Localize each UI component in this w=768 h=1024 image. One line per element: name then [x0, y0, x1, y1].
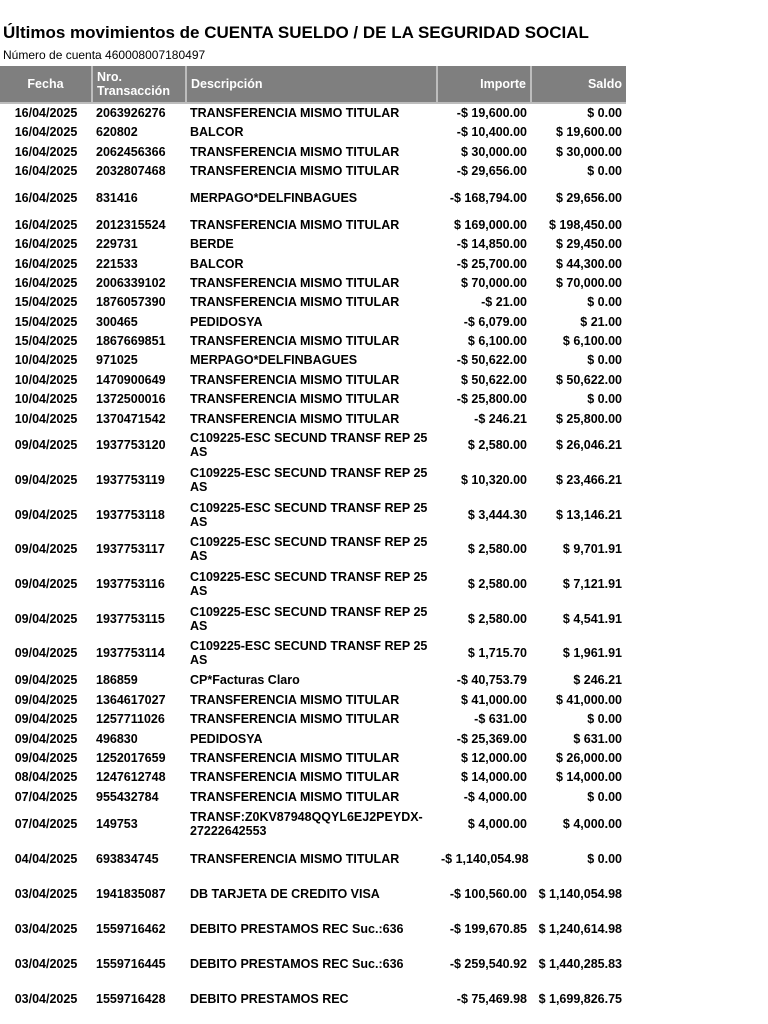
cell-description: C109225-ESC SECUND TRANSF REP 25 AS — [190, 639, 428, 667]
cell-balance: $ 1,440,285.83 — [538, 956, 622, 971]
table-row — [0, 497, 626, 532]
cell-date: 03/04/2025 — [14, 886, 78, 901]
cell-transaction-number: 1937753116 — [96, 576, 165, 591]
header-transaction-number — [92, 66, 186, 103]
cell-balance: $ 246.21 — [573, 673, 622, 687]
table-row — [0, 389, 626, 409]
table-body — [0, 103, 626, 1016]
cell-transaction-number: 2012315524 — [96, 217, 166, 232]
cell-balance: $ 4,541.91 — [562, 611, 622, 626]
cell-amount: $ 169,000.00 — [454, 217, 527, 232]
cell-description: TRANSFERENCIA MISMO TITULAR — [190, 411, 400, 426]
cell-description: DEBITO PRESTAMOS REC — [190, 991, 349, 1006]
cell-amount: $ 3,444.30 — [467, 507, 527, 522]
cell-balance: $ 631.00 — [573, 731, 622, 746]
cell-transaction-number: 1257711026 — [96, 712, 165, 726]
table-row — [0, 462, 626, 497]
cell-transaction-number: 149753 — [96, 816, 138, 831]
cell-transaction-number: 1937753119 — [96, 472, 165, 487]
cell-transaction-number: 1559716428 — [96, 991, 166, 1006]
movements-table — [0, 66, 626, 1016]
table-row — [0, 273, 626, 292]
cell-transaction-number: 1867669851 — [96, 333, 166, 348]
cell-amount: -$ 199,670.85 — [449, 921, 527, 936]
cell-amount: $ 41,000.00 — [460, 692, 527, 707]
cell-balance: $ 25,800.00 — [555, 411, 622, 426]
cell-date: 16/04/2025 — [14, 144, 78, 159]
cell-transaction-number: 1370471542 — [96, 411, 166, 426]
cell-date: 15/04/2025 — [14, 333, 78, 348]
cell-description: C109225-ESC SECUND TRANSF REP 25 AS — [190, 431, 428, 459]
cell-description: TRANSF:Z0KV87948QQYL6EJ2PEYDX-27222642553 — [190, 809, 423, 838]
cell-transaction-number: 1372500016 — [96, 392, 166, 406]
cell-date: 10/04/2025 — [14, 392, 78, 406]
table-row — [0, 690, 626, 709]
header-amount: Importe — [437, 66, 531, 103]
cell-date: 16/04/2025 — [14, 237, 78, 251]
page-title: Últimos movimientos de CUENTA SUELDO / DE LA SEGURIDAD SOCIAL — [3, 23, 589, 42]
cell-balance: $ 0.00 — [587, 392, 622, 406]
cell-transaction-number: 186859 — [96, 673, 138, 687]
cell-balance: $ 50,622.00 — [555, 372, 622, 387]
cell-transaction-number: 2006339102 — [96, 275, 166, 290]
cell-balance: $ 7,121.91 — [562, 576, 622, 591]
cell-date: 03/04/2025 — [14, 921, 78, 936]
table-row — [0, 180, 626, 215]
cell-description: C109225-ESC SECUND TRANSF REP 25 AS — [190, 465, 428, 494]
table-row — [0, 767, 626, 787]
cell-balance: $ 4,000.00 — [562, 816, 622, 831]
table-row — [0, 911, 626, 946]
cell-description: MERPAGO*DELFINBAGUES — [190, 190, 358, 205]
cell-amount: -$ 19,600.00 — [456, 106, 527, 120]
cell-balance: $ 29,450.00 — [555, 237, 622, 251]
cell-balance: $ 0.00 — [587, 106, 622, 120]
cell-date: 09/04/2025 — [14, 576, 78, 591]
cell-balance: $ 9,701.91 — [562, 542, 622, 556]
table-row — [0, 428, 626, 462]
cell-transaction-number: 1937753115 — [96, 611, 165, 626]
cell-transaction-number: 831416 — [96, 190, 138, 205]
cell-transaction-number: 971025 — [96, 353, 138, 367]
cell-transaction-number: 1937753120 — [96, 438, 166, 452]
cell-description: CP*Facturas Claro — [190, 673, 300, 687]
table-row — [0, 566, 626, 601]
cell-date: 15/04/2025 — [14, 295, 78, 309]
cell-amount: $ 2,580.00 — [467, 542, 527, 556]
cell-description: TRANSFERENCIA MISMO TITULAR — [190, 750, 400, 765]
cell-date: 07/04/2025 — [14, 789, 78, 804]
table-row — [0, 748, 626, 767]
cell-balance: $ 1,699,826.75 — [538, 991, 622, 1006]
cell-balance: $ 198,450.00 — [549, 217, 622, 232]
table-header — [0, 66, 626, 103]
cell-description: BERDE — [190, 237, 234, 251]
cell-description: BALCOR — [190, 256, 244, 271]
cell-amount: -$ 4,000.00 — [463, 789, 527, 804]
cell-date: 16/04/2025 — [14, 190, 78, 205]
cell-transaction-number: 1559716462 — [96, 921, 166, 936]
cell-date: 09/04/2025 — [14, 472, 78, 487]
cell-description: C109225-ESC SECUND TRANSF REP 25 AS — [190, 535, 428, 563]
cell-date: 09/04/2025 — [14, 712, 78, 726]
cell-date: 16/04/2025 — [14, 275, 78, 290]
account-number: Número de cuenta 460008007180497 — [3, 48, 206, 62]
cell-amount: $ 4,000.00 — [467, 816, 527, 831]
cell-description: TRANSFERENCIA MISMO TITULAR — [190, 392, 400, 406]
cell-transaction-number: 1876057390 — [96, 295, 166, 309]
cell-transaction-number: 1937753114 — [96, 646, 165, 660]
cell-transaction-number: 2062456366 — [96, 144, 166, 159]
cell-date: 16/04/2025 — [14, 217, 78, 232]
table-row — [0, 142, 626, 161]
cell-amount: -$ 29,656.00 — [456, 163, 527, 178]
cell-amount: $ 70,000.00 — [460, 275, 527, 290]
table-row — [0, 254, 626, 273]
cell-balance: $ 30,000.00 — [555, 144, 622, 159]
cell-amount: $ 6,100.00 — [467, 333, 527, 348]
table-row — [0, 370, 626, 389]
table-row — [0, 312, 626, 331]
cell-transaction-number: 1937753118 — [96, 507, 165, 522]
cell-transaction-number: 1559716445 — [96, 956, 166, 971]
cell-amount: -$ 21.00 — [481, 295, 527, 309]
table-row — [0, 636, 626, 670]
cell-amount: -$ 14,850.00 — [456, 237, 527, 251]
cell-description: TRANSFERENCIA MISMO TITULAR — [190, 106, 400, 120]
cell-description: BALCOR — [190, 125, 244, 139]
cell-amount: -$ 100,560.00 — [449, 886, 527, 901]
cell-amount: -$ 50,622.00 — [456, 353, 527, 367]
cell-description: C109225-ESC SECUND TRANSF REP 25 AS — [190, 604, 428, 633]
cell-balance: $ 26,000.00 — [555, 750, 622, 765]
cell-date: 03/04/2025 — [14, 956, 78, 971]
header-balance: Saldo — [531, 66, 626, 103]
table-row — [0, 331, 626, 350]
cell-description: C109225-ESC SECUND TRANSF REP 25 AS — [190, 500, 428, 529]
cell-description: TRANSFERENCIA MISMO TITULAR — [190, 851, 400, 866]
cell-balance: $ 0.00 — [587, 353, 622, 367]
cell-description: TRANSFERENCIA MISMO TITULAR — [190, 217, 400, 232]
cell-balance: $ 29,656.00 — [555, 190, 622, 205]
cell-amount: -$ 259,540.92 — [449, 956, 527, 971]
cell-balance: $ 13,146.21 — [555, 507, 622, 522]
cell-amount: $ 14,000.00 — [460, 770, 527, 784]
cell-amount: $ 2,580.00 — [467, 576, 527, 591]
cell-date: 09/04/2025 — [14, 731, 78, 746]
cell-balance: $ 0.00 — [587, 163, 622, 178]
cell-date: 09/04/2025 — [14, 692, 78, 707]
header-transaction-line2: Transacción — [97, 84, 170, 98]
cell-description: TRANSFERENCIA MISMO TITULAR — [190, 295, 400, 309]
cell-date: 09/04/2025 — [14, 438, 78, 452]
cell-date: 09/04/2025 — [14, 507, 78, 522]
cell-date: 16/04/2025 — [14, 163, 78, 178]
cell-amount: $ 2,580.00 — [467, 611, 527, 626]
cell-amount: -$ 25,800.00 — [456, 392, 527, 406]
cell-amount: $ 1,715.70 — [467, 646, 527, 660]
cell-transaction-number: 300465 — [96, 314, 138, 329]
cell-amount: -$ 25,700.00 — [456, 256, 527, 271]
table-row — [0, 729, 626, 748]
cell-date: 09/04/2025 — [14, 750, 78, 765]
cell-transaction-number: 1937753117 — [96, 542, 165, 556]
table-row — [0, 234, 626, 254]
cell-date: 10/04/2025 — [14, 372, 78, 387]
table-row — [0, 670, 626, 690]
cell-date: 07/04/2025 — [14, 816, 78, 831]
cell-date: 03/04/2025 — [14, 991, 78, 1006]
cell-amount: -$ 631.00 — [474, 712, 527, 726]
cell-description: MERPAGO*DELFINBAGUES — [190, 353, 358, 367]
cell-date: 10/04/2025 — [14, 353, 78, 367]
cell-date: 09/04/2025 — [14, 611, 78, 626]
cell-description: PEDIDOSYA — [190, 314, 263, 329]
cell-description: DB TARJETA DE CREDITO VISA — [190, 886, 380, 901]
cell-balance: $ 21.00 — [580, 314, 622, 329]
cell-balance: $ 26,046.21 — [555, 438, 622, 452]
table-row — [0, 601, 626, 636]
cell-balance: $ 0.00 — [587, 295, 622, 309]
cell-amount: $ 30,000.00 — [460, 144, 527, 159]
cell-balance: $ 0.00 — [587, 851, 622, 866]
cell-balance: $ 1,961.91 — [562, 646, 622, 660]
cell-transaction-number: 496830 — [96, 731, 138, 746]
header-description: Descripción — [186, 66, 437, 103]
cell-date: 04/04/2025 — [14, 851, 78, 866]
cell-transaction-number: 229731 — [96, 237, 138, 251]
cell-description: TRANSFERENCIA MISMO TITULAR — [190, 144, 400, 159]
cell-date: 15/04/2025 — [14, 314, 78, 329]
cell-amount: $ 50,622.00 — [460, 372, 527, 387]
cell-balance: $ 1,140,054.98 — [538, 886, 622, 901]
table-row — [0, 787, 626, 806]
cell-description: TRANSFERENCIA MISMO TITULAR — [190, 789, 400, 804]
cell-date: 10/04/2025 — [14, 411, 78, 426]
cell-description: PEDIDOSYA — [190, 731, 263, 746]
header-transaction-line1: Nro. — [97, 70, 122, 84]
cell-amount: $ 2,580.00 — [467, 438, 527, 452]
cell-date: 08/04/2025 — [14, 770, 78, 784]
cell-transaction-number: 1364617027 — [96, 692, 166, 707]
table-row — [0, 532, 626, 566]
cell-balance: $ 23,466.21 — [555, 472, 622, 487]
cell-description: TRANSFERENCIA MISMO TITULAR — [190, 163, 400, 178]
cell-description: TRANSFERENCIA MISMO TITULAR — [190, 275, 400, 290]
table-row — [0, 292, 626, 312]
cell-transaction-number: 620802 — [96, 125, 138, 139]
cell-amount: -$ 25,369.00 — [456, 731, 527, 746]
cell-description: TRANSFERENCIA MISMO TITULAR — [190, 372, 400, 387]
cell-description: TRANSFERENCIA MISMO TITULAR — [190, 770, 400, 784]
cell-date: 09/04/2025 — [14, 646, 78, 660]
cell-transaction-number: 2063926276 — [96, 106, 166, 120]
header-date: Fecha — [0, 66, 92, 103]
cell-transaction-number: 1247612748 — [96, 770, 166, 784]
table-row — [0, 709, 626, 729]
cell-amount: -$ 6,079.00 — [463, 314, 527, 329]
table-row — [0, 876, 626, 911]
cell-description: TRANSFERENCIA MISMO TITULAR — [190, 692, 400, 707]
cell-balance: $ 6,100.00 — [562, 333, 622, 348]
cell-description: DEBITO PRESTAMOS REC Suc.:636 — [190, 956, 404, 971]
cell-amount: $ 10,320.00 — [460, 472, 527, 487]
cell-transaction-number: 955432784 — [96, 789, 159, 804]
cell-balance: $ 1,240,614.98 — [538, 921, 622, 936]
cell-description: TRANSFERENCIA MISMO TITULAR — [190, 333, 400, 348]
table-row — [0, 350, 626, 370]
cell-balance: $ 41,000.00 — [555, 692, 622, 707]
cell-description: DEBITO PRESTAMOS REC Suc.:636 — [190, 921, 404, 936]
cell-date: 16/04/2025 — [14, 256, 78, 271]
table-row — [0, 215, 626, 234]
cell-balance: $ 0.00 — [587, 789, 622, 804]
cell-amount: -$ 1,140,054.98 — [441, 851, 529, 866]
cell-transaction-number: 221533 — [96, 256, 138, 271]
cell-balance: $ 14,000.00 — [555, 770, 622, 784]
cell-transaction-number: 1252017659 — [96, 750, 166, 765]
table-row — [0, 806, 626, 841]
table-row — [0, 409, 626, 428]
cell-balance: $ 44,300.00 — [555, 256, 622, 271]
cell-date: 16/04/2025 — [14, 125, 78, 139]
cell-date: 09/04/2025 — [14, 542, 78, 556]
cell-transaction-number: 693834745 — [96, 851, 159, 866]
cell-amount: -$ 246.21 — [474, 411, 527, 426]
cell-balance: $ 0.00 — [587, 712, 622, 726]
table-row — [0, 946, 626, 981]
cell-amount: $ 12,000.00 — [460, 750, 527, 765]
cell-amount: -$ 168,794.00 — [449, 190, 527, 205]
cell-date: 09/04/2025 — [14, 673, 78, 687]
table-row — [0, 103, 626, 122]
cell-description: C109225-ESC SECUND TRANSF REP 25 AS — [190, 569, 428, 598]
table-row — [0, 161, 626, 180]
cell-amount: -$ 75,469.98 — [456, 991, 527, 1006]
cell-date: 16/04/2025 — [14, 106, 78, 120]
cell-balance: $ 70,000.00 — [555, 275, 622, 290]
cell-balance: $ 19,600.00 — [555, 125, 622, 139]
cell-transaction-number: 1941835087 — [96, 886, 166, 901]
cell-description: TRANSFERENCIA MISMO TITULAR — [190, 712, 400, 726]
cell-amount: -$ 10,400.00 — [456, 125, 527, 139]
table-row — [0, 122, 626, 142]
cell-amount: -$ 40,753.79 — [456, 673, 527, 687]
cell-transaction-number: 2032807468 — [96, 163, 166, 178]
cell-transaction-number: 1470900649 — [96, 372, 166, 387]
table-row — [0, 981, 626, 1016]
table-row — [0, 841, 626, 876]
